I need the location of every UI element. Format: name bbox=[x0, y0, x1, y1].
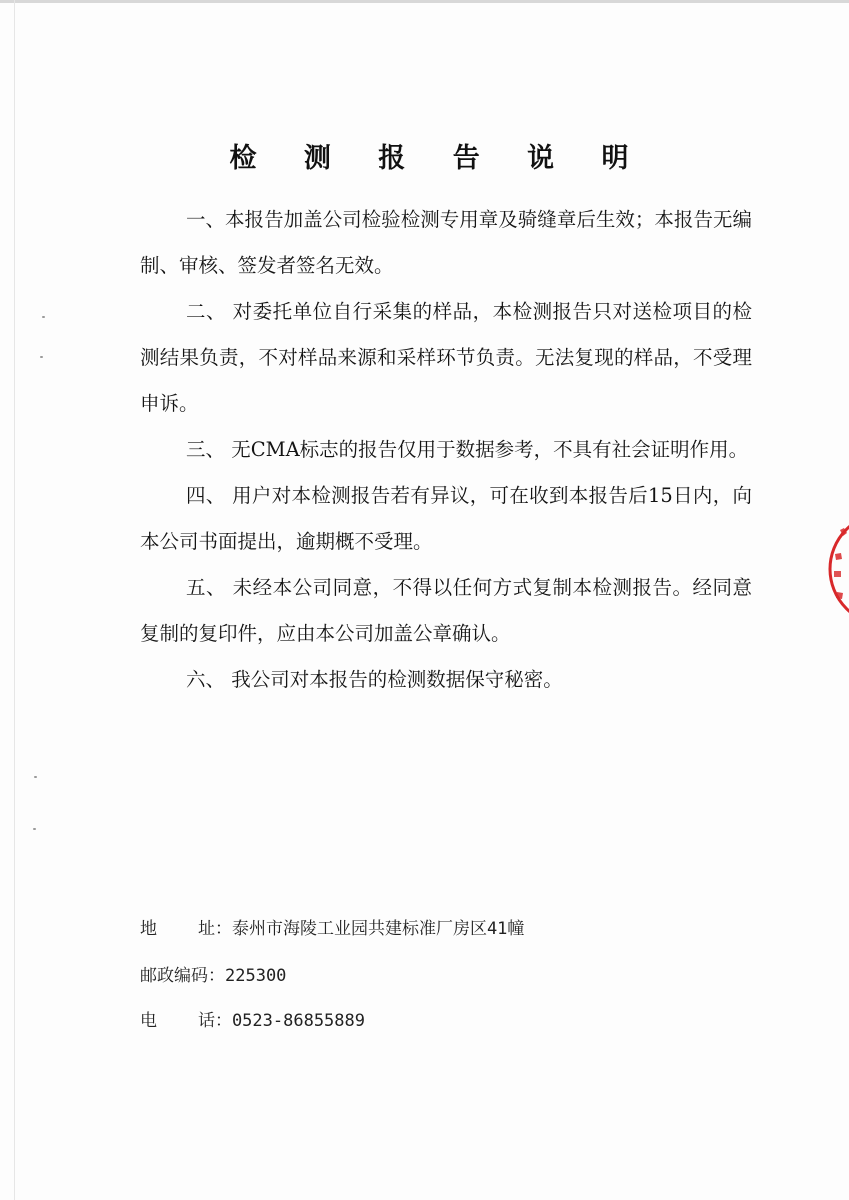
scan-speck bbox=[33, 828, 36, 830]
note-paragraph-1: 一、本报告加盖公司检验检测专用章及骑缝章后生效；本报告无编制、审核、签发者签名无效。 bbox=[140, 208, 752, 277]
note-paragraph-2: 二、 对委托单位自行采集的样品，本检测报告只对送检项目的检测结果负责，不对样品来源和采样环节负责。无法复现的样品，不受理申诉。 bbox=[140, 300, 752, 415]
note-paragraph-6: 六、 我公司对本报告的检测数据保守秘密。 bbox=[186, 668, 563, 691]
scan-speck bbox=[42, 316, 45, 318]
scan-speck bbox=[34, 776, 37, 778]
note-paragraph-5: 五、 未经本公司同意，不得以任何方式复制本检测报告。经同意复制的复印件，应由本公司加盖公章确认。 bbox=[140, 576, 752, 645]
scan-edge bbox=[0, 0, 849, 3]
contact-postal-code: 邮政编码：225300 bbox=[140, 966, 287, 986]
contact-address: 地 址：泰州市海陵工业园共建标准厂房区41幢 bbox=[140, 919, 525, 939]
seal-stamp-icon bbox=[826, 508, 849, 630]
scan-edge bbox=[14, 0, 15, 1200]
note-paragraph-3: 三、 无CMA标志的报告仅用于数据参考，不具有社会证明作用。 bbox=[186, 438, 749, 461]
page-title: 检 测 报 告 说 明 bbox=[229, 143, 648, 174]
notes-body bbox=[140, 197, 752, 703]
note-paragraph-4: 四、 用户对本检测报告若有异议，可在收到本报告后15日内，向本公司书面提出，逾期概不受理。 bbox=[140, 484, 752, 553]
scan-speck bbox=[40, 356, 43, 358]
contact-phone: 电 话：0523-86855889 bbox=[140, 1011, 365, 1031]
